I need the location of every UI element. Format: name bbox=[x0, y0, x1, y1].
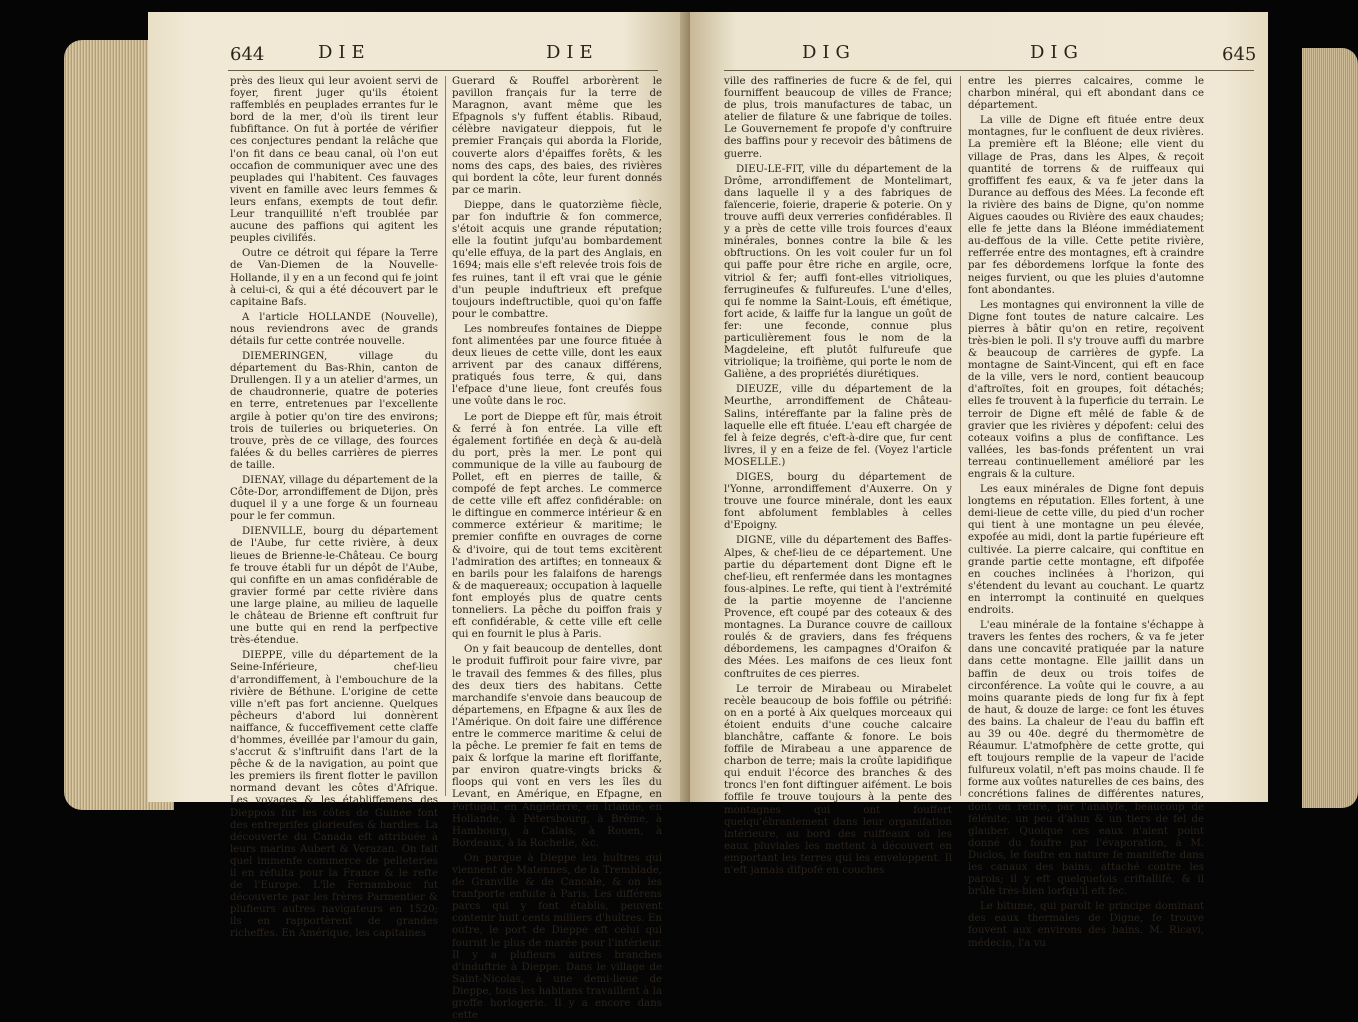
left-column-divider bbox=[445, 76, 446, 796]
right-column-2 bbox=[968, 76, 1204, 949]
paragraph: DIEUZE, ville du département de la Meurthe, arrondiffement de Château-Salins, intéreffante par la faline près de laquelle elle eft fituée. L'eau eft chargée de fel à feize degrés, c'eft-à-dire que, fur cent livres, il y en a feize de fel. (Voyez l'article MOSELLE.) bbox=[724, 384, 952, 468]
paragraph: DIGES, bourg du département de l'Yonne, arrondiffement d'Auxerre. On y trouve une fource minérale, dont les eaux font abfolument femblables à celles d'Epoigny. bbox=[724, 472, 952, 532]
left-header-left: DIE bbox=[318, 42, 371, 63]
right-header-right: DIG bbox=[1030, 42, 1084, 63]
paragraph: Dieppe, dans le quatorzième fiècle, par fon induftrie & fon commerce, s'étoit acquis une grande réputation; elle la foutint jufqu'au bombardement qu'elle effuya, de la part des Anglais, en 1694; mais elle s'eft relevée trois fois de fes ruines, tant il eft vrai que le génie d'un peuple induftrieux eft prefque toujours indeftructible, quoi qu'on faffe pour le combattre. bbox=[452, 199, 662, 320]
right-header-left: DIG bbox=[802, 42, 856, 63]
paragraph: Le bitume, qui paroît le principe dominant des eaux thermales de Digne, fe trouve fouvent aux environs des bains. M. Ricavi, médecin, l'a vu bbox=[968, 901, 1204, 949]
right-page-number: 645 bbox=[1222, 44, 1257, 65]
paragraph: Les eaux minérales de Digne font depuis longtems en réputation. Elles fortent, à une demi-lieue de cette ville, du pied d'un rocher qui tient à une montagne un peu élevée, expofée au midi, dont la partie fupérieure eft cultivée. La pierre calcaire, qui conftitue en grande partie cette montagne, eft difpofée en couches inclinées à l'horizon, qui s'étendent du levant au couchant. Le quartz en interrompt la continuité en quelques endroits. bbox=[968, 484, 1204, 617]
right-column-1 bbox=[724, 76, 952, 876]
page-stack-right bbox=[1302, 48, 1358, 808]
left-column-1 bbox=[230, 76, 438, 940]
paragraph: L'eau minérale de la fontaine s'échappe à travers les fentes des rochers, & va fe jeter dans une concavité pratiquée par la nature dans cette montagne. Elle jaillit dans un baffin de deux ou trois toifes de circonférence. La voûte qui le couvre, a au moins quarante pieds de long fur fix à fept de haut, & douze de large: ce font les étuves des bains. La chaleur de l'eau du baffin eft au 39 ou 40e. degré du thermomètre de Réaumur. L'atmofphère de cette grotte, qui eft toujours remplie de la vapeur de l'acide fulfureux volatil, n'eft pas moins chaude. Il fe forme aux voûtes naturelles de ces bains, des concrétions falines de différentes natures, dont on retire, par l'analyfe, beaucoup de félénite, un peu d'alun & un tiers de fel de glauber. Quoique ces eaux n'aient point donné du foufre par l'évaporation, à M. Duclos, le foufre en nature fe manifefte dans les canaux des bains, attaché contre les parois; il y eft quelquefois criftallifé, & il brûle très-bien lorfqu'il eft fec. bbox=[968, 620, 1204, 898]
left-column-2 bbox=[452, 76, 662, 1022]
paragraph: Le port de Dieppe eft fûr, mais étroit & ferré à fon entrée. La ville eft également fortifiée en deçà & au-delà du port, près la mer. Le pont qui communique de la ville au faubourg de Pollet, eft en pierres de taille, & compofé de fept arches. Le commerce de cette ville eft affez confidérable: on le diftingue en commerce intérieur & en commerce extérieur & maritime; le premier confifte en ouvrages de corne & d'ivoire, qui de tout tems excitèrent l'admiration des artiftes; en tonneaux & en barils pour les falaifons de harengs & de maquereaux; occupation à laquelle font employés plus de quatre cents tonneliers. La pêche du poiffon frais y eft confidérable, & cette ville eft celle qui en fournit le plus à Paris. bbox=[452, 411, 662, 641]
paragraph: DIGNE, ville du département des Baffes-Alpes, & chef-lieu de ce département. Une partie du département dont Digne eft le chef-lieu, eft renfermée dans les montagnes fous-alpines. Le refte, qui tient à l'extrémité de la partie moyenne de l'ancienne Provence, eft coupé par des coteaux & des montagnes. La Durance couvre de cailloux roulés & de graviers, dans fes fréquens débordemens, les campagnes d'Oraifon & des Mées. Les maifons de ces lieux font conftruites de ces pierres. bbox=[724, 535, 952, 680]
right-page bbox=[690, 12, 1268, 949]
paragraph: DIEMERINGEN, village du département du Bas-Rhin, canton de Drullengen. Il y a un atelier d'armes, un de chaudronnerie, quatre de poteries en terre, entretenues par l'excellente argile à potier qu'on tire des environs; trois de tuileries ou briqueteries. On trouve, près de ce village, des fources falées & du belles carrières de pierres de taille. bbox=[230, 351, 438, 471]
left-header-right: DIE bbox=[546, 42, 599, 63]
paragraph: DIENAY, village du département de la Côte-Dor, arrondiffement de Dijon, près duquel il y a une forge & un fourneau pour le fer commun. bbox=[230, 475, 438, 523]
paragraph: A l'article HOLLANDE (Nouvelle), nous reviendrons avec de grands détails fur cette contrée nouvelle. bbox=[230, 311, 438, 347]
right-column-divider bbox=[960, 76, 961, 796]
paragraph: La ville de Digne eft fituée entre deux montagnes, fur le confluent de deux rivières. La première eft la Bléone; elle vient du village de Pras, dans les Alpes, & reçoit quantité de torrens & de ruiffeaux qui groffiffent fes eaux, & va fe jeter dans la Durance au deffous des Mées. La feconde eft la rivière des bains de Digne, qu'on nomme Aigues caoudes ou Rivière des eaux chaudes; elle fe jette dans la Bléone immédiatement au-deffous de la ville. Cette petite rivière, refferrée entre des montagnes, eft à craindre par fes débordemens lorfque la fonte des neiges furvient, ou que les pluies d'automne font abondantes. bbox=[968, 115, 1204, 296]
left-header-rule bbox=[228, 70, 658, 71]
paragraph: DIENVILLE, bourg du département de l'Aube, fur cette rivière, à deux lieues de Brienne-le-Château. Ce bourg fe trouve établi fur un dépôt de l'Aube, qui confifte en un amas confidérable de gravier formé par cette rivière dans une large plaine, au milieu de laquelle le château de Brienne eft conftruit fur une butte qui en rend la perfpective très-étendue. bbox=[230, 526, 438, 647]
paragraph: Outre ce détroit qui fépare la Terre de Van-Diemen de la Nouvelle-Hollande, il y en a un fecond qui fe joint à celui-ci, & qui a été découvert par le capitaine Bafs. bbox=[230, 248, 438, 308]
paragraph: ville des raffineries de fucre & de fel, qui fourniffent beaucoup de villes de France; de plus, trois manufactures de tabac, un atelier de filature & une fabrique de toiles. Le Gouvernement fe propofe d'y conftruire des baffins pour y recevoir des bâtimens de guerre. bbox=[724, 76, 952, 160]
paragraph: près des lieux qui leur avoient servi de foyer, firent juger qu'ils étoient raffemblés en peuplades errantes fur le bord de la mer, d'où ils tirent leur fubfiftance. On fut à portée de vérifier ces conjectures pendant la relâche que l'on fit dans ce beau canal, où l'on eut occafion de communiquer avec une des peuplades qui l'habitent. Ces fauvages vivent en famille avec leurs femmes & leurs enfans, exempts de tout defir. Leur tranquillité n'eft troublée par aucune des paffions qui agitent les peuples civilifés. bbox=[230, 76, 438, 245]
paragraph: Le terroir de Mirabeau ou Mirabelet recèle beaucoup de bois foffile ou pétrifié: on en a porté à Aix quelques morceaux qui étoient enduits d'une couche calcaire blanchâtre, caffante & fonore. Le bois foffile de Mirabeau a une apparence de charbon de terre; mais la croûte lapidifique qui enduit l'écorce des branches & des troncs l'en font diftinguer aifément. Le bois foffile fe trouve toujours à la pente des montagnes qui ont fouffert quelqu'ébranlement dans leur organifation intérieure, au bord des ruiffeaux où les eaux pluviales les mettent à découvert en emportant les terres qui les enveloppent. Il n'eft jamais difpofé en couches bbox=[724, 683, 952, 876]
paragraph: On parque à Dieppe les huîtres qui viennent de Matennes, de la Tremblade, de Granville & de Cancale, & on les tranfporte enfuite à Paris. Les différens parcs qui y font établis, peuvent contenir huit cents milliers d'huîtres. En outre, le port de Dieppe eft celui qui fournit le plus de marée pour l'intérieur. Il y a plufieurs autres branches d'induftrie à Dieppe. Dans le village de Saint-Nicolas, à une demi-lieue de Dieppe, tous les habitans travaillent à la groffe horlogerie. Il y a encore dans cette bbox=[452, 852, 662, 1022]
paragraph: entre les pierres calcaires, comme le charbon minéral, qui eft abondant dans ce département. bbox=[968, 76, 1204, 112]
paragraph: Les nombreufes fontaines de Dieppe font alimentées par une fource fituée à deux lieues de cette ville, dont les eaux arrivent par des canaux différens, pratiqués fous terre, & qui, dans l'efpace d'une lieue, font creufés fous une voûte dans le roc. bbox=[452, 323, 662, 408]
paragraph: Guerard & Rouffel arborèrent le pavillon français fur la terre de Maragnon, avant même que les Efpagnols s'y fuffent établis. Ribaud, célèbre navigateur dieppois, fut le premier Français qui aborda la Floride, couverte alors d'épaiffes forêts, & les noms des caps, des baies, des rivières qui bordent la côte, leur furent donnés par ce marin. bbox=[452, 76, 662, 196]
right-header-rule bbox=[724, 70, 1254, 71]
paragraph: DIEU-LE-FIT, ville du département de la Drôme, arrondiffement de Montelimart, dans laquelle il y a des fabriques de faïencerie, foierie, draperie & poterie. On y trouve auffi deux verreries confidérables. Il y a près de cette ville trois fources d'eaux minérales, bonnes contre la bile & les obftructions. On les voit couler fur un fol qui paffe pour être riche en argile, ocre, vitriol & fer; auffi font-elles vitrioliques, ferrugineufes & fulfureufes. L'une d'elles, qui fe nomme la Saint-Louis, eft émétique, fort acide, & laiffe fur la langue un goût de fer: une feconde, connue plus particulièrement fous le nom de la Magdeleine, eft plutôt fulfureufe que vitriolique; la troifième, qui porte le nom de Galiène, a des propriétés diurétiques. bbox=[724, 163, 952, 381]
left-page bbox=[148, 12, 688, 1022]
left-page-number: 644 bbox=[230, 44, 265, 65]
paragraph: On y fait beaucoup de dentelles, dont le produit fuffiroit pour faire vivre, par le travail des femmes & des filles, plus des deux tiers des habitans. Cette marchandife s'envoie dans beaucoup de départemens, en Efpagne & aux îles de l'Amérique. On doit faire une différence entre le commerce maritime & celui de la pêche. Le premier fe fait en tems de paix & lorfque la marine eft floriffante, par environ quatre-vingts bricks & floops qui vont en vers les îles du Levant, en Amérique, en Efpagne, en Portugal, en Angleterre, en Irlande, en Hollande, à Pétersbourg, à Brême, à Hambourg, à Calais, à Rouen, à Bordeaux, à la Rochelle, &c. bbox=[452, 644, 662, 849]
paragraph: Les montagnes qui environnent la ville de Digne font toutes de nature calcaire. Les pierres à bâtir qu'on en retire, reçoivent très-bien le poli. Il s'y trouve auffi du marbre & beaucoup de carrières de gypfe. La montagne de Saint-Vincent, qui eft en face de la ville, vers le nord, contient beaucoup d'aftroïtes, foit en groupes, foit détachés; elles fe trouvent à la fuperficie du terrain. Le terroir de Digne eft mêlé de fable & de gravier que les rivières y dépofent: celui des coteaux voifins a plus de confiftance. Les vallées, les bas-fonds préfentent un vrai terreau continuellement amélioré par les engrais & la culture. bbox=[968, 299, 1204, 480]
paragraph: DIEPPE, ville du département de la Seine-Inférieure, chef-lieu d'arrondiffement, à l'embouchure de la rivière de Béthune. L'origine de cette ville n'eft pas fort ancienne. Quelques pêcheurs d'abord lui donnèrent naiffance, & fucceffivement cette claffe d'hommes, éveillée par l'amour du gain, s'accrut & s'inftruifit dans l'art de la pêche & de la navigation, au point que les premiers ils firent flotter le pavillon normand devant les côtes d'Afrique. Les voyages & les établiffemens des Dieppois fur les côtes de Guinée font des entreprifes glorieufes & hardies. La découverte du Canada eft attribuée à leurs marins Aubert & Verazan. On fait quel immenfe commerce de pelleteries il en réfulta pour la France & le refte de l'Europe. L'île Fernambouc fut découverte par les frères Parmentier & plufieurs autres navigateurs en 1520; ils en rapportèrent de grandes richeffes. En Amérique, les capitaines bbox=[230, 650, 438, 940]
